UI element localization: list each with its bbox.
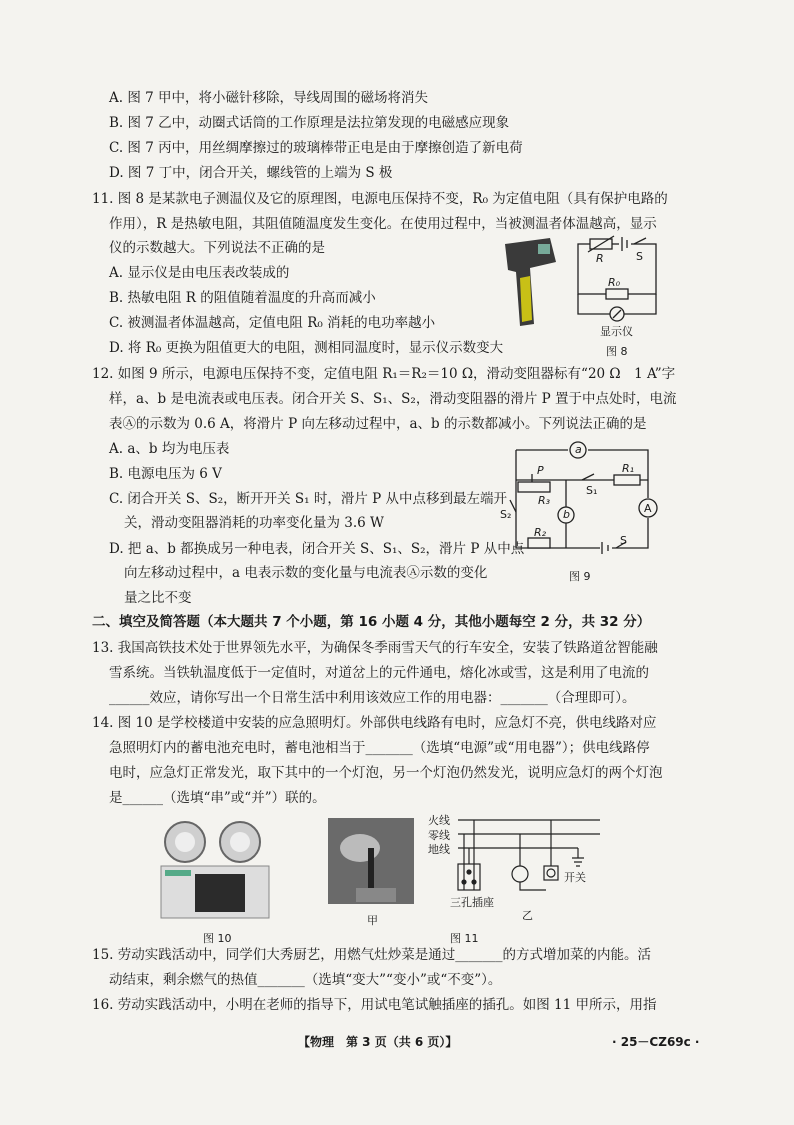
fig8-thermometer-photo xyxy=(500,232,560,332)
q12-line-2: 样，a、b 是电流表或电压表。闭合开关 S、S₁、S₂，滑动变阻器的滑片 P 置于中点处时，电流 xyxy=(109,391,677,407)
fig10-emergency-light-photo xyxy=(155,820,275,925)
q14-line-4: 是______（选填“串”或“并”）联的。 xyxy=(109,790,326,806)
q11-line-1: 11. 图 8 是某款电子测温仪及它的原理图，电源电压保持不变，R₀ 为定值电阻（具有保护电路的 xyxy=(92,191,668,207)
q12-option-d-3: 量之比不变 xyxy=(124,590,192,606)
fig11-label-socket: 三孔插座 xyxy=(450,896,494,909)
fig11-label-ground: 地线 xyxy=(428,843,450,856)
fig11-label-jia: 甲 xyxy=(367,914,378,927)
q10-option-c: C. 图 7 丙中，用丝绸摩擦过的玻璃棒带正电是由于摩擦创造了新电荷 xyxy=(109,140,523,156)
fig11-wiring-diagram xyxy=(428,812,600,920)
fig9-circuit-diagram xyxy=(502,438,662,556)
fig9-meter-b: b xyxy=(563,508,570,521)
fig11-label-live: 火线 xyxy=(428,814,450,827)
fig9-label-r2: R₂ xyxy=(534,526,547,539)
fig11-label-yi: 乙 xyxy=(522,909,533,922)
q12-option-d-1: D. 把 a、b 都换成另一种电表，闭合开关 S、S₁、S₂，滑片 P 从中点 xyxy=(109,541,525,557)
q13-line-3: ______效应，请你写出一个日常生活中利用该效应工作的用电器：_______（合理即可）。 xyxy=(109,690,636,706)
fig9-caption: 图 9 xyxy=(569,570,591,583)
page-footer-left: 【物理 第 3 页（共 6 页）】 xyxy=(298,1035,458,1049)
fig8-circuit-diagram xyxy=(570,234,665,338)
page-footer-right: · 25－CZ69c · xyxy=(612,1035,700,1049)
section-title: 二、填空及简答题（本大题共 7 个小题，第 16 小题 4 分，其他小题每空 2 分，共 32 分） xyxy=(92,614,651,630)
q12-option-c-1: C. 闭合开关 S、S₂，断开开关 S₁ 时，滑片 P 从中点移到最左端开 xyxy=(109,491,508,507)
q11-option-d: D. 将 R₀ 更换为阻值更大的电阻，测相同温度时，显示仪示数变大 xyxy=(109,340,504,356)
fig9-label-s: S xyxy=(620,534,627,547)
q11-line-3: 仪的示数越大。下列说法不正确的是 xyxy=(109,240,325,256)
fig9-label-p: P xyxy=(537,464,544,477)
q12-option-a: A. a、b 均为电压表 xyxy=(109,441,230,457)
q12-line-3: 表Ⓐ的示数为 0.6 A，将滑片 P 向左移动过程中，a、b 的示数都减小。下列说法正确的是 xyxy=(109,416,647,432)
fig9-label-r3: R₃ xyxy=(538,494,551,507)
fig11-tester-photo xyxy=(328,818,414,904)
fig10-caption: 图 10 xyxy=(203,932,232,945)
q14-line-2: 急照明灯内的蓄电池充电时，蓄电池相当于_______（选填“电源”或“用电器”）；供电线路停 xyxy=(109,740,650,756)
fig8-label-s: S xyxy=(636,250,643,263)
q15-line-2: 动结束，剩余燃气的热值_______（选填“变大”“变小”或“不变”）。 xyxy=(109,972,502,988)
fig11-label-neutral: 零线 xyxy=(428,829,450,842)
fig11-label-switch: 开关 xyxy=(564,871,586,884)
q13-line-2: 雪系统。当铁轨温度低于一定值时，对道岔上的元件通电，熔化冰或雪，这是利用了电流的 xyxy=(109,665,649,681)
fig9-meter-a: a xyxy=(575,443,582,456)
fig11-caption: 图 11 xyxy=(450,932,479,945)
q11-line-2: 作用），R 是热敏电阻，其阻值随温度发生变化。在使用过程中，当被测温者体温越高，显示 xyxy=(109,216,657,232)
q12-line-1: 12. 如图 9 所示，电源电压保持不变，定值电阻 R₁＝R₂＝10 Ω，滑动变阻器标有“20 Ω 1 A”字 xyxy=(92,366,676,382)
fig8-caption: 图 8 xyxy=(606,345,628,358)
q11-option-b: B. 热敏电阻 R 的阻值随着温度的升高而减小 xyxy=(109,290,376,306)
fig9-label-s2: S₂ xyxy=(500,508,512,521)
q15-line-1: 15. 劳动实践活动中，同学们大秀厨艺，用燃气灶炒菜是通过_______的方式增加菜的内能。活 xyxy=(92,947,652,963)
q14-line-1: 14. 图 10 是学校楼道中安装的应急照明灯。外部供电线路有电时，应急灯不亮，供电线路对应 xyxy=(92,715,657,731)
q14-line-3: 电时，应急灯正常发光，取下其中的一个灯泡，另一个灯泡仍然发光，说明应急灯的两个灯泡 xyxy=(109,765,663,781)
q10-option-b: B. 图 7 乙中，动圈式话筒的工作原理是法拉第发现的电磁感应现象 xyxy=(109,115,510,131)
q12-option-c-2: 关，滑动变阻器消耗的功率变化量为 3.6 W xyxy=(124,515,384,531)
fig8-label-r0: R₀ xyxy=(608,276,621,289)
fig8-label-display: 显示仪 xyxy=(600,325,633,338)
fig9-meter-ammeter: A xyxy=(644,502,652,515)
q11-option-c: C. 被测温者体温越高，定值电阻 R₀ 消耗的电功率越小 xyxy=(109,315,436,331)
q16-line-1: 16. 劳动实践活动中，小明在老师的指导下，用试电笔试触插座的插孔。如图 11 甲所示，用指 xyxy=(92,997,657,1013)
fig9-label-s1: S₁ xyxy=(586,484,598,497)
q12-option-b: B. 电源电压为 6 V xyxy=(109,466,222,482)
q10-option-a: A. 图 7 甲中，将小磁针移除，导线周围的磁场将消失 xyxy=(109,90,429,106)
q13-line-1: 13. 我国高铁技术处于世界领先水平，为确保冬季雨雪天气的行车安全，安装了铁路道岔智能融 xyxy=(92,640,658,656)
fig8-label-r: R xyxy=(596,252,604,265)
q10-option-d: D. 图 7 丁中，闭合开关，螺线管的上端为 S 极 xyxy=(109,165,393,181)
q12-option-d-2: 向左移动过程中，a 电表示数的变化量与电流表Ⓐ示数的变化 xyxy=(124,565,488,581)
q11-option-a: A. 显示仪是由电压表改装成的 xyxy=(109,265,290,281)
fig9-label-r1: R₁ xyxy=(622,462,635,475)
